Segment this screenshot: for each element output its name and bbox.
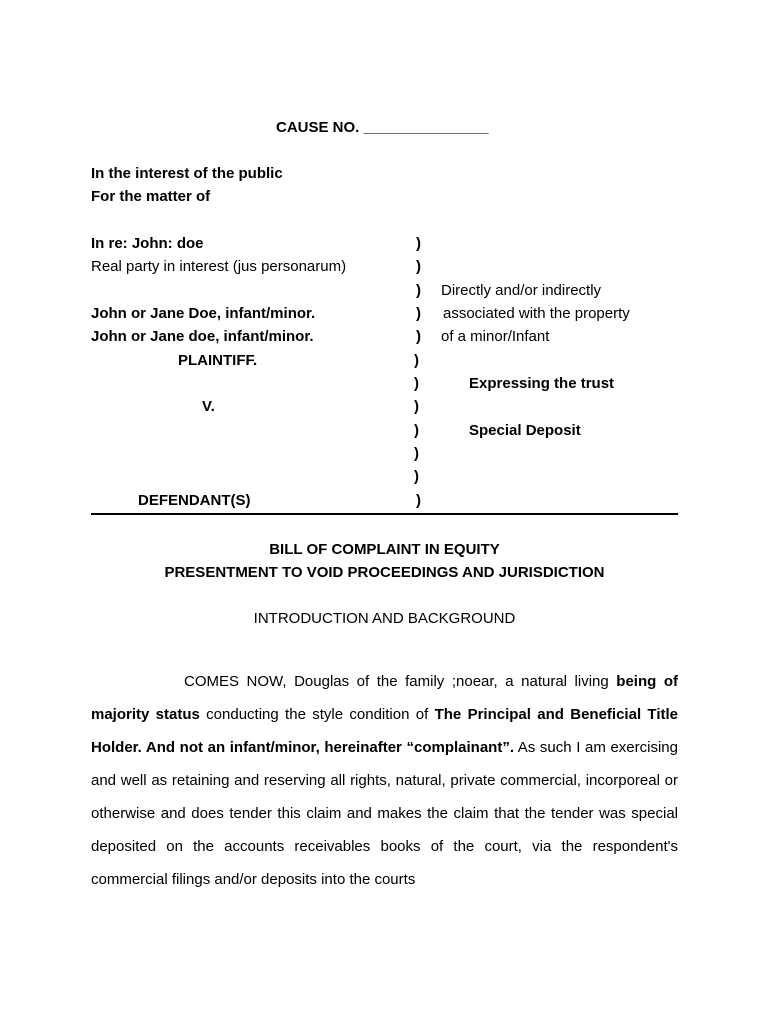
- document-subtitle: PRESENTMENT TO VOID PROCEEDINGS AND JURISDICTION: [164, 564, 605, 581]
- intro-text-5: As such I am exercising and well as retaining and reserving all rights, natural, private commercial, incorporeal or otherwise and does tender this claim and makes the claim that the tender was special deposited on the accounts receivables books of the court, via the respondent's commercial filings and/or deposits into the courts: [91, 739, 678, 888]
- caption-right-line-2: associated with the property: [443, 305, 630, 322]
- caption-interest-line: In the interest of the public: [91, 165, 283, 182]
- caption-right-line-1: Directly and/or indirectly: [441, 282, 602, 299]
- paren: ): [416, 305, 421, 322]
- caption-divider: [91, 513, 678, 515]
- caption-versus: V.: [202, 398, 215, 415]
- section-heading: INTRODUCTION AND BACKGROUND: [253, 610, 516, 627]
- caption-party-2: John or Jane doe, infant/minor.: [91, 328, 314, 345]
- intro-text-3: conducting the style condition of: [199, 706, 435, 723]
- paren: ): [414, 352, 419, 369]
- intro-text-1: COMES NOW, Douglas of the family ;noear, a natural living: [184, 673, 617, 690]
- paren: ): [416, 328, 421, 345]
- cause-number: CAUSE NO. _______________: [276, 119, 489, 136]
- paren: ): [416, 258, 421, 275]
- caption-special-deposit: Special Deposit: [469, 422, 581, 439]
- caption-party-1: John or Jane Doe, infant/minor.: [91, 305, 316, 322]
- caption-in-re: In re: John: doe: [91, 235, 204, 252]
- intro-text-4: The Principal and Beneficial Title Holder. And not an infant/minor, hereinafter “complainant”.: [91, 706, 678, 756]
- intro-paragraph: [91, 665, 678, 896]
- caption-right-line-3: of a minor/Infant: [441, 328, 550, 345]
- intro-text-2: being of majority status: [91, 673, 678, 723]
- paren: ): [414, 375, 419, 392]
- caption-matter-line: For the matter of: [91, 188, 211, 205]
- paren: ): [414, 422, 419, 439]
- paren: ): [416, 282, 421, 299]
- caption-defendant: DEFENDANT(S): [138, 492, 251, 509]
- document-title: BILL OF COMPLAINT IN EQUITY: [269, 541, 500, 558]
- paren: ): [414, 445, 419, 462]
- caption-expressing-trust: Expressing the trust: [469, 375, 615, 392]
- caption-plaintiff: PLAINTIFF.: [178, 352, 258, 369]
- paren: ): [416, 235, 421, 252]
- paren: ): [414, 398, 419, 415]
- paren: ): [416, 492, 421, 509]
- paren: ): [414, 468, 419, 485]
- caption-real-party: Real party in interest (jus personarum): [91, 258, 347, 275]
